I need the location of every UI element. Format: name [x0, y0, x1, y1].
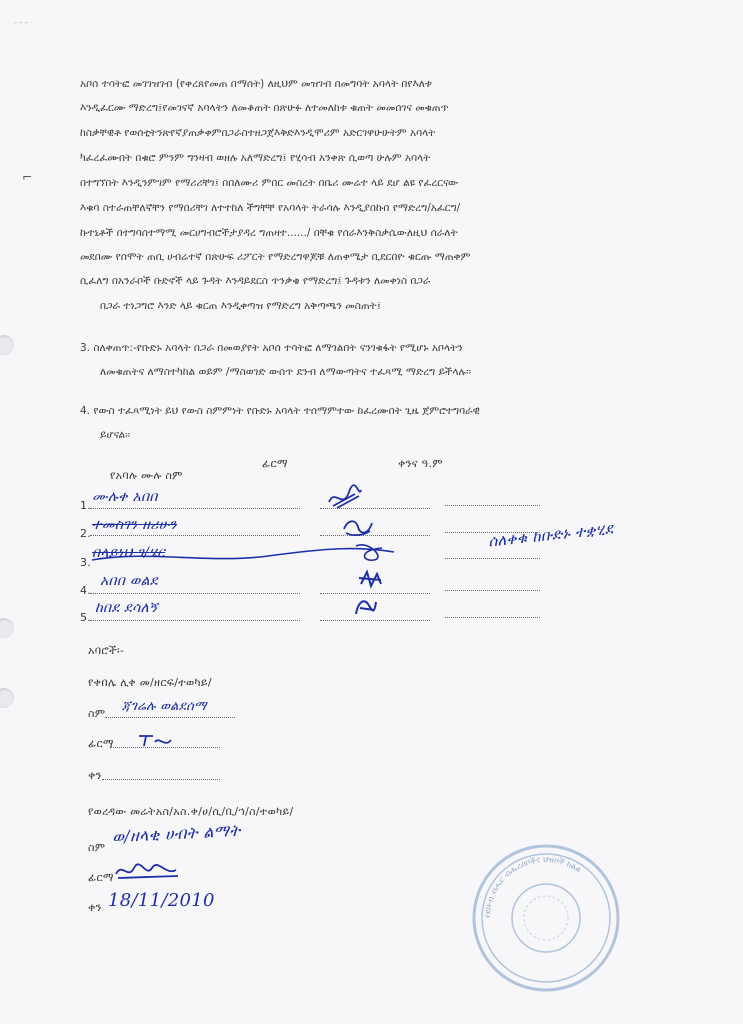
approved-by-name: ወ/ዘላቂ ሀብት ልማት: [111, 820, 241, 847]
section-4-line: ይሆናል፡፡: [100, 429, 131, 441]
prepared-by-signature: [135, 730, 175, 750]
official-stamp: [470, 842, 622, 994]
paragraph-line: ኩተኒቶች በተግባሰተማሚ መርሀግብሮችታያዳረ ግጠዛተ....../ በቸቁ የሰራእንቅስቃሴውለዚህ ሰራለት: [80, 227, 458, 239]
prepared-by-name-label: ስም: [88, 707, 106, 720]
dotted-line: [102, 779, 220, 780]
member-name: አበበ ወልደ: [100, 573, 158, 589]
prepared-by-signature-label: ፊርማ: [88, 737, 114, 750]
paragraph-line: በጋራ ተነጋግሮ እንድ ላይ ቁርጠ እንዲቀጣዝ የማድረግ አቅጣጫን መስጠት፤: [100, 300, 382, 312]
paragraph-line: ከስቃቸዊቶ የወሰቲትንጽየኛያጠቃቀምበጋራስተዘጋጀእቅድእንዲሞሪም አድርገዋሁሁትም አባላት: [80, 127, 436, 139]
margin-mark: ⌐: [22, 170, 33, 184]
approved-by-date: 18/11/2010: [108, 890, 215, 911]
strike-through-line: [88, 538, 398, 568]
dotted-line: [445, 558, 540, 559]
header-date: ቀንና ዓ.ም: [398, 457, 443, 470]
dotted-line: [445, 505, 540, 506]
paragraph-line: በተግኘበት እንዲንምገም የማሪሪቸገ፤ በበለሙሪ ምበር መስረት በቤሪ ሙሬተ ላይ ደሆ ልዩ የፈረርናው: [80, 177, 459, 189]
paragraph-line: ሲፈለግ በአንራቦች ቡድኖች ላይ ጉዳት እንዳይደርስ ጥንቃቄ የማድረግ፤ ጉዳቱን ለመቀነስ በጋራ: [80, 275, 431, 287]
row-number: 4.: [80, 584, 92, 597]
paragraph-line: አቦሰ ተሳትፎ መገገዝገብ (የቀረጸየመጠ በማሰት) ለዚህም መዝገብ በመግባት አባላት በየእለቱ: [80, 78, 432, 90]
dotted-line: [320, 620, 430, 621]
row-number: 3.: [80, 556, 92, 569]
member-name: ተመስገን ዘሪሁን: [92, 517, 177, 533]
witness-label: አባሮች፡-: [88, 644, 125, 657]
member-name: ከበደ ደሳለኝ: [95, 600, 158, 616]
corner-mark: - - -: [14, 18, 28, 27]
dotted-line: [445, 617, 540, 618]
approved-by-signature-label: ፊርማ: [88, 871, 114, 884]
approved-by-name-label: ስም: [88, 841, 106, 854]
paragraph-line: እንዲፈርሙ ማድረግ፤የመገናኛ አባላትን ለመቆጠት በጽሁፉ ለተመለከቱ ቁጠት መመሰገና መቁጠጥ: [80, 102, 449, 114]
prepared-by-date-label: ቀን: [88, 769, 102, 782]
member-signature: [355, 566, 385, 592]
paragraph-line: እቁባ ስተራጠቸለኛቸን የማበሪቸገ ለተተከለ ችግቸቸ የአባላት ትራሳሉ እንዲያበኩበ የማድረግ/አፈርግ/: [80, 202, 461, 214]
header-member-name: የአባሉ ሙሉ ስም: [110, 469, 183, 482]
punch-hole: [0, 335, 14, 355]
dotted-line: [90, 620, 300, 621]
punch-hole: [0, 618, 14, 638]
paragraph-line: ካፈረፈሙበት በቁሮ ምንም ግንዛብ ወዘሉ አለማድረግ፤ የሂሳብ አንቀጽ ሲወጣ ሁሉም አባላት: [80, 152, 431, 164]
row-number: 2.: [80, 527, 92, 540]
header-signature: ፊርማ: [262, 457, 288, 470]
dotted-line: [105, 717, 235, 718]
section-3-line: ለመቁጠትና ለማስተካከል ወይም /ማስወገድ ውሰጥ ደንብ ለማውጣትና ተፈጻሚ ማድረግ ይችላሉ፡፡: [100, 366, 472, 378]
dotted-line: [445, 590, 540, 591]
dotted-line: [90, 535, 300, 536]
member-name: ሙሉቀ አበበ: [92, 489, 158, 505]
dotted-line: [90, 593, 300, 594]
member-signature: [350, 594, 380, 620]
punch-hole: [0, 688, 14, 708]
row-number: 5.: [80, 611, 92, 624]
dotted-line: [90, 508, 300, 509]
member-signature: [340, 513, 376, 539]
approved-by-heading: የወረዳው መሬትአስ/አስ.ቀ/ሀ/ሲ/ቢ/ኀ/ስ/ተወካይ/: [88, 805, 294, 818]
approved-by-signature: [112, 860, 182, 884]
section-3-line: 3. ስለቀጠጥ:-የቡድኑ አባላት በጋራ በመወያየት አቦሰ ተሳትፎ ለማጎልበት ናንገቁፋት የሚሆኑ አቦላትን: [80, 342, 463, 354]
row-number: 1.: [80, 499, 92, 512]
paragraph-line: መደበሙ የሰሞት ጠቢ ሀብሬተኛ በጽሁፍ ሪፖርት የማድረግዋጆቹ ለጠቀሜታ ቢደርበዮ ቁርጡ ማጠቀም: [80, 251, 471, 263]
member-name: በላይነህ ገ/ሄር: [92, 545, 166, 561]
section-4-line: 4. የውስ ተፈጻሚነት ይህ የውስ ስምምነት የቡድኑ አባላት ተሰማምተው ከፈረሙበት ጊዜ ጀምሮተግባራዊ: [80, 405, 480, 417]
side-note: ሰለቀቁ ከቡድኑ ተቋሂደ: [487, 519, 615, 551]
approved-by-date-label: ቀን: [88, 901, 102, 914]
prepared-by-name: ጃገሬሉ ወልደሰማ: [122, 699, 207, 714]
member-signature: [325, 484, 365, 512]
stamp-text: የደቡብ ብሔር ብሔረሰቦችና ህዝቦች ክልል: [482, 854, 583, 919]
prepared-by-heading: የቀበሌ ሊቀ መ/ዘርፍ/ተወካይ/: [88, 676, 212, 689]
